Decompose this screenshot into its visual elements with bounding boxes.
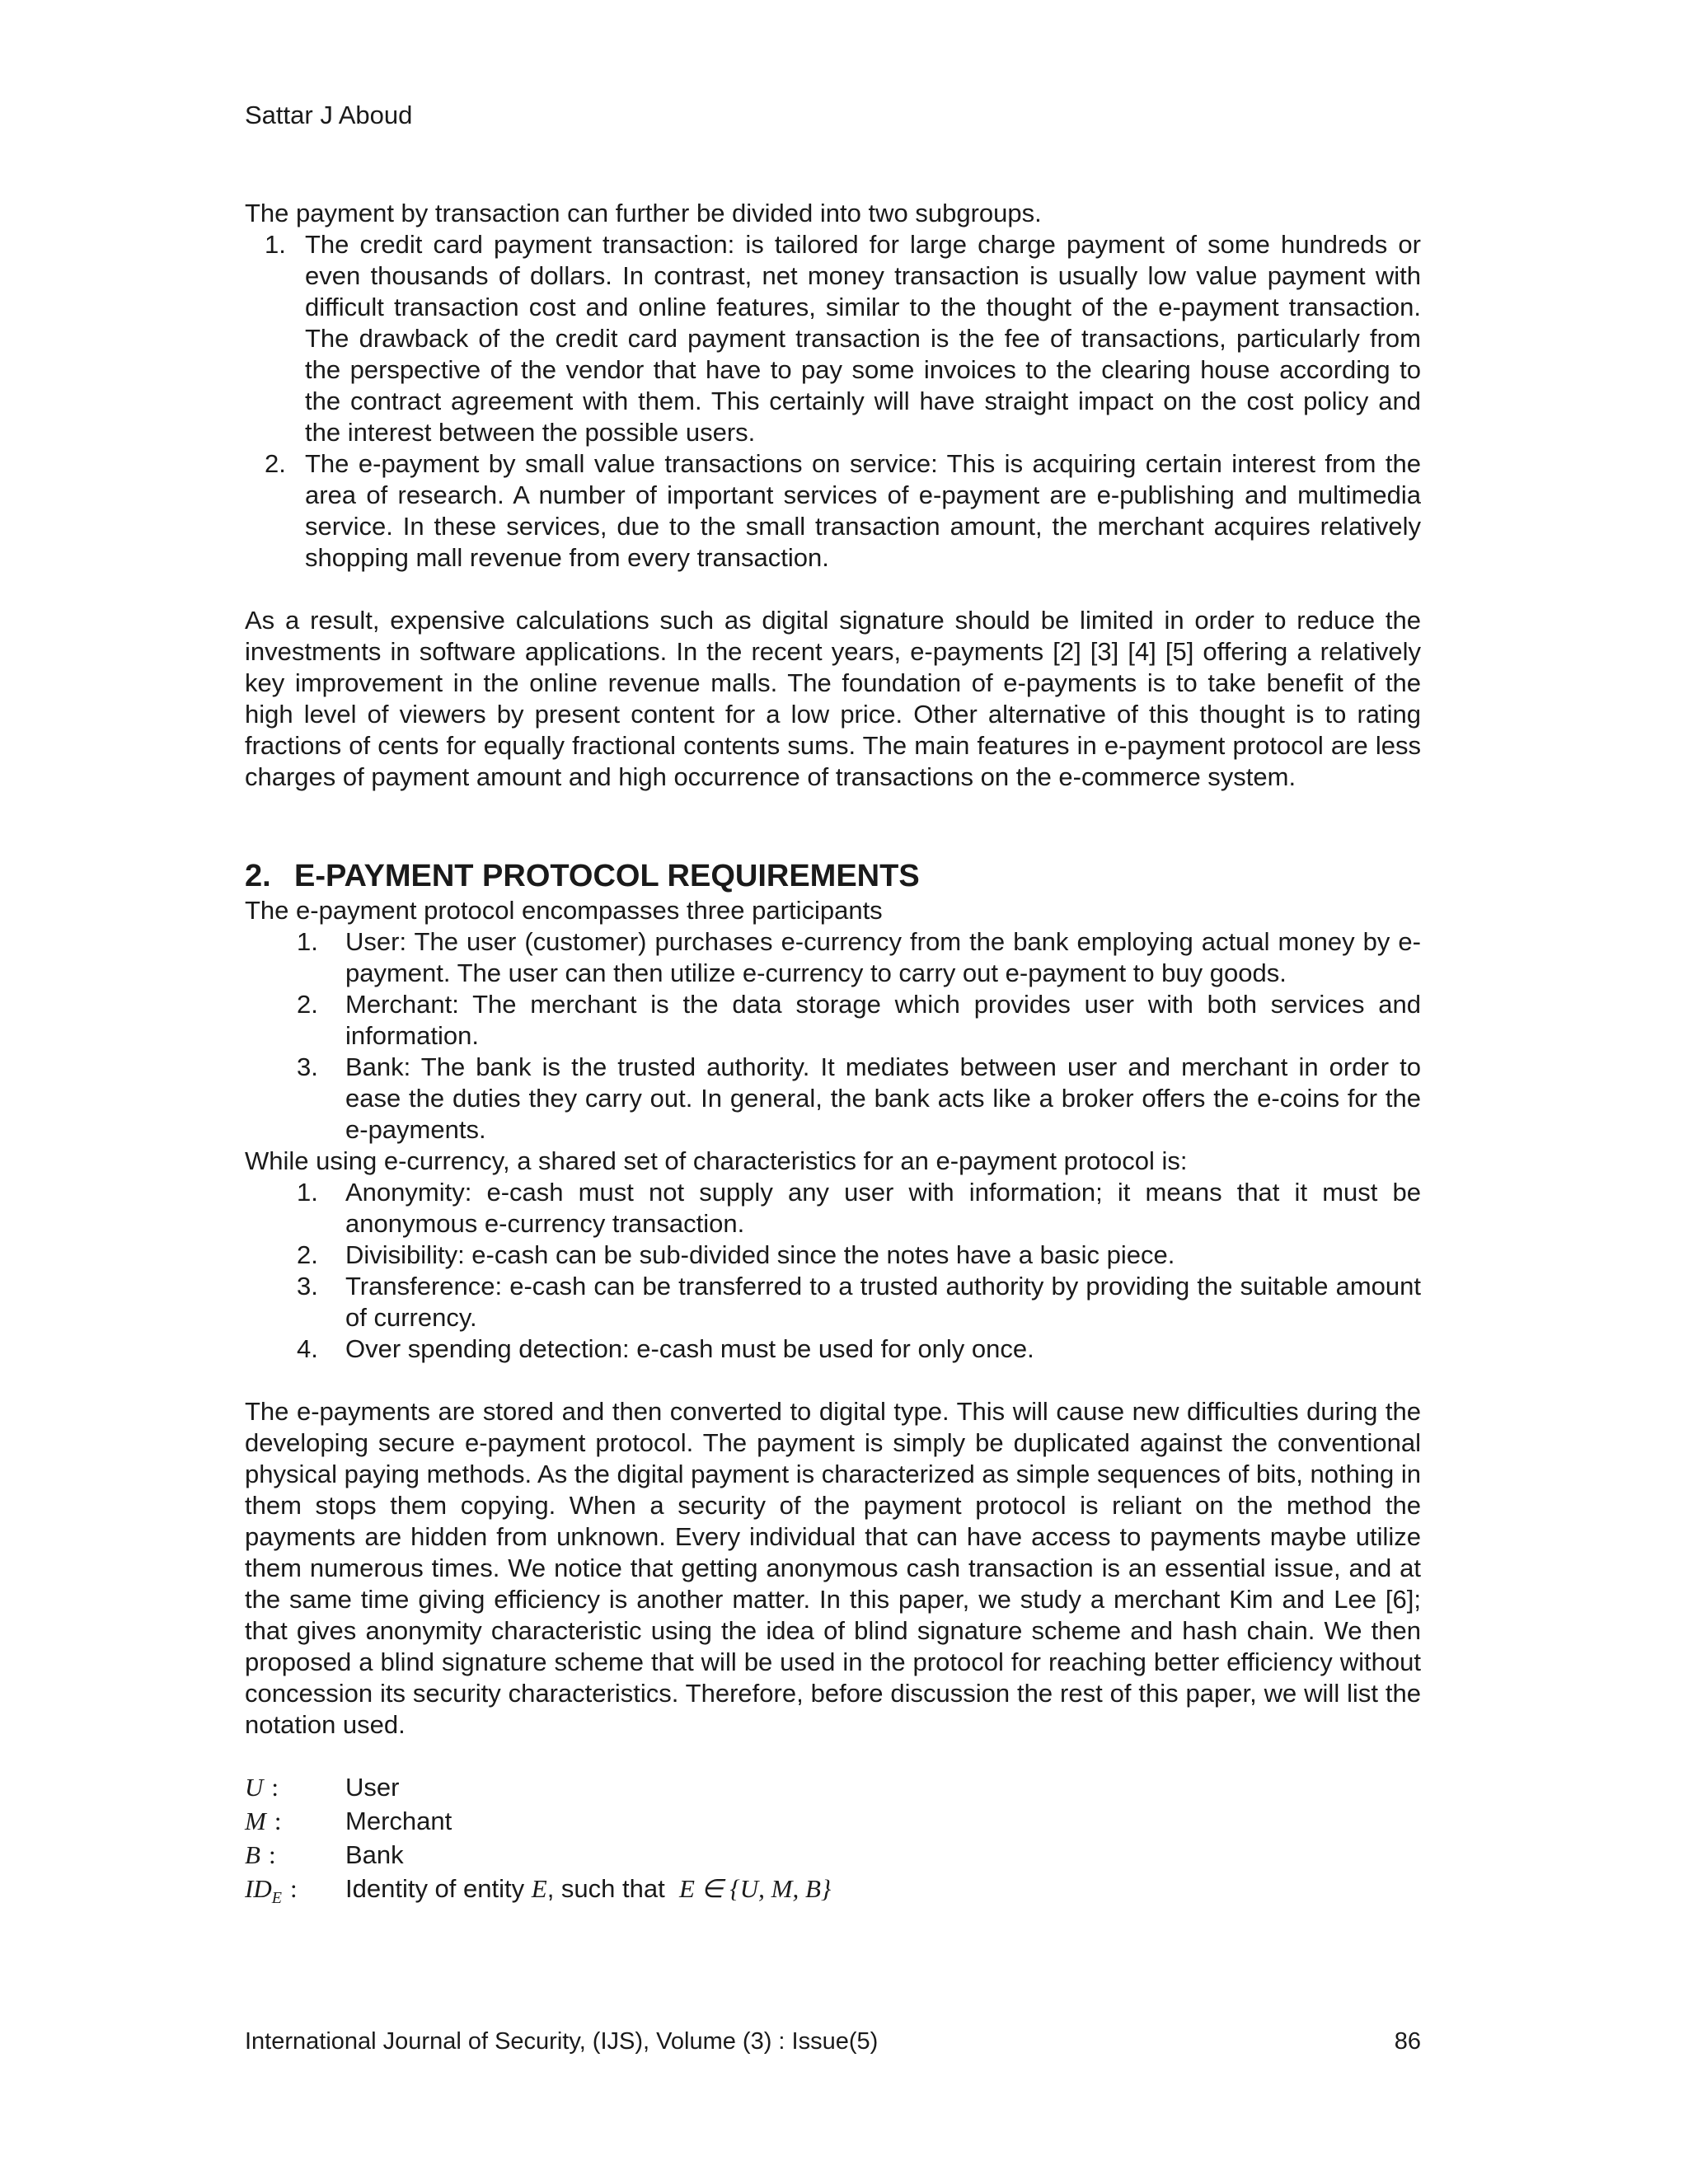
- entity-symbol: E: [531, 1874, 547, 1903]
- section-number: 2.: [245, 859, 271, 893]
- characteristics-list: [245, 1177, 1421, 1365]
- intro-lead: The payment by transaction can further be divided into two subgroups.: [245, 199, 1042, 227]
- page-body: [245, 198, 1421, 1907]
- notation-row: [245, 1873, 1421, 1907]
- notation-meaning: Merchant: [345, 1807, 452, 1835]
- participant-item: [245, 926, 1421, 989]
- characteristic-item: [245, 1333, 1421, 1365]
- list-number: 1.: [265, 230, 286, 259]
- characteristic-item: [245, 1271, 1421, 1333]
- intro-list-item: [245, 448, 1421, 574]
- set-expression: E ∈ {U, M, B}: [678, 1874, 832, 1903]
- participants-list: [245, 926, 1421, 1146]
- list-text: Over spending detection: e-cash must be used for only once.: [345, 1334, 1034, 1363]
- page-footer: [245, 2026, 1421, 2057]
- characteristic-item: [245, 1177, 1421, 1240]
- intro-paragraph: As a result, expensive calculations such as digital signature should be limited in order to reduce the investments in software applications. In the recent years, e-payments [2] [3] [4] [5] offering a relatively key improvement in the online revenue malls. The foundation of e-payments is to take benefit of the high level of viewers by present content for a low price. Other alternative of this thought is to rating fractions of cents for equally fractional contents sums. The main features in e-payment protocol are less charges of payment amount and high occurrence of transactions on the e-commerce system.: [245, 606, 1421, 791]
- notation-symbol: B :: [245, 1840, 276, 1869]
- list-number: 3.: [297, 1052, 318, 1081]
- section-heading: [245, 857, 1421, 895]
- characteristics-lead: While using e-currency, a shared set of characteristics for an e-payment protocol is:: [245, 1146, 1188, 1175]
- participants-lead: The e-payment protocol encompasses three participants: [245, 896, 883, 925]
- notation-symbol: $ID_E$ :: [245, 1874, 298, 1908]
- notation-meaning: User: [345, 1773, 400, 1802]
- list-number: 1.: [297, 927, 318, 956]
- section-paragraph: The e-payments are stored and then converted to digital type. This will cause new difficulties during the developing secure e-payment protocol. The payment is simply be duplicated against the conventional physical paying methods. As the digital payment is characterized as simple sequences of bits, nothing in them stops them copying. When a security of the payment protocol is reliant on the method the payments are hidden from unknown. Every individual that can have access to payments maybe utilize them numerous times. We notice that getting anonymous cash transaction is an essential issue, and at the same time giving efficiency is another matter. In this paper, we study a merchant Kim and Lee [6]; that gives anonymity characteristic using the idea of blind signature scheme and hash chain. We then proposed a blind signature scheme that will be used in the protocol for reaching better efficiency without concession its security characteristics. Therefore, before discussion the rest of this paper, we will list the notation used.: [245, 1397, 1421, 1739]
- list-text: User: The user (customer) purchases e-currency from the bank employing actual money by e-payment. The user can then utilize e-currency to carry out e-payment to buy goods.: [345, 927, 1421, 987]
- notation-symbol: U :: [245, 1773, 279, 1802]
- notation-row: [245, 1772, 1421, 1806]
- list-text: The credit card payment transaction: is tailored for large charge payment of some hundreds or even thousands of dollars. In contrast, net money transaction is usually low value payment with difficult transaction cost and online features, similar to the thought of the e-payment transaction. The drawback of the credit card payment transaction is the fee of transactions, particularly from the perspective of the vendor that have to pay some invoices to the clearing house according to the contract agreement with them. This certainly will have straight impact on the cost policy and the interest between the possible users.: [305, 230, 1421, 447]
- list-text: Bank: The bank is the trusted authority. It mediates between user and merchant in order to ease the duties they carry out. In general, the bank acts like a broker offers the e-coins for the e-payments.: [345, 1052, 1421, 1144]
- characteristic-item: [245, 1240, 1421, 1271]
- list-text: The e-payment by small value transactions on service: This is acquiring certain interest from the area of research. A number of important services of e-payment are e-publishing and multimedia service. In these services, due to the small transaction amount, the merchant acquires relatively shopping mall revenue from every transaction.: [305, 449, 1421, 572]
- list-number: 2.: [265, 449, 286, 478]
- notation-meaning: Identity of entity E, such that E ∈ {U, M, B}: [345, 1874, 832, 1903]
- list-number: 4.: [297, 1334, 318, 1363]
- intro-list-item: [245, 229, 1421, 448]
- list-number: 3.: [297, 1272, 318, 1301]
- page-number: 86: [1394, 2028, 1421, 2055]
- list-number: 2.: [297, 1240, 318, 1269]
- notation-list: [245, 1772, 1421, 1907]
- participant-item: [245, 989, 1421, 1052]
- intro-list: [245, 229, 1421, 574]
- section-title: E-PAYMENT PROTOCOL REQUIREMENTS: [294, 859, 920, 893]
- notation-row: [245, 1840, 1421, 1873]
- list-text: Divisibility: e-cash can be sub-divided since the notes have a basic piece.: [345, 1240, 1175, 1269]
- list-text: Anonymity: e-cash must not supply any user with information; it means that it must be anonymous e-currency transaction.: [345, 1178, 1421, 1238]
- notation-row: [245, 1806, 1421, 1840]
- running-head-author: Sattar J Aboud: [245, 101, 413, 129]
- footer-journal: International Journal of Security, (IJS), Volume (3) : Issue(5): [245, 2028, 879, 2055]
- list-text: Transference: e-cash can be transferred to a trusted authority by providing the suitable amount of currency.: [345, 1272, 1421, 1332]
- notation-symbol: M :: [245, 1807, 282, 1835]
- list-text: Merchant: The merchant is the data storage which provides user with both services and information.: [345, 990, 1421, 1050]
- list-number: 1.: [297, 1178, 318, 1207]
- participant-item: [245, 1052, 1421, 1146]
- list-number: 2.: [297, 990, 318, 1019]
- notation-meaning: Bank: [345, 1840, 404, 1869]
